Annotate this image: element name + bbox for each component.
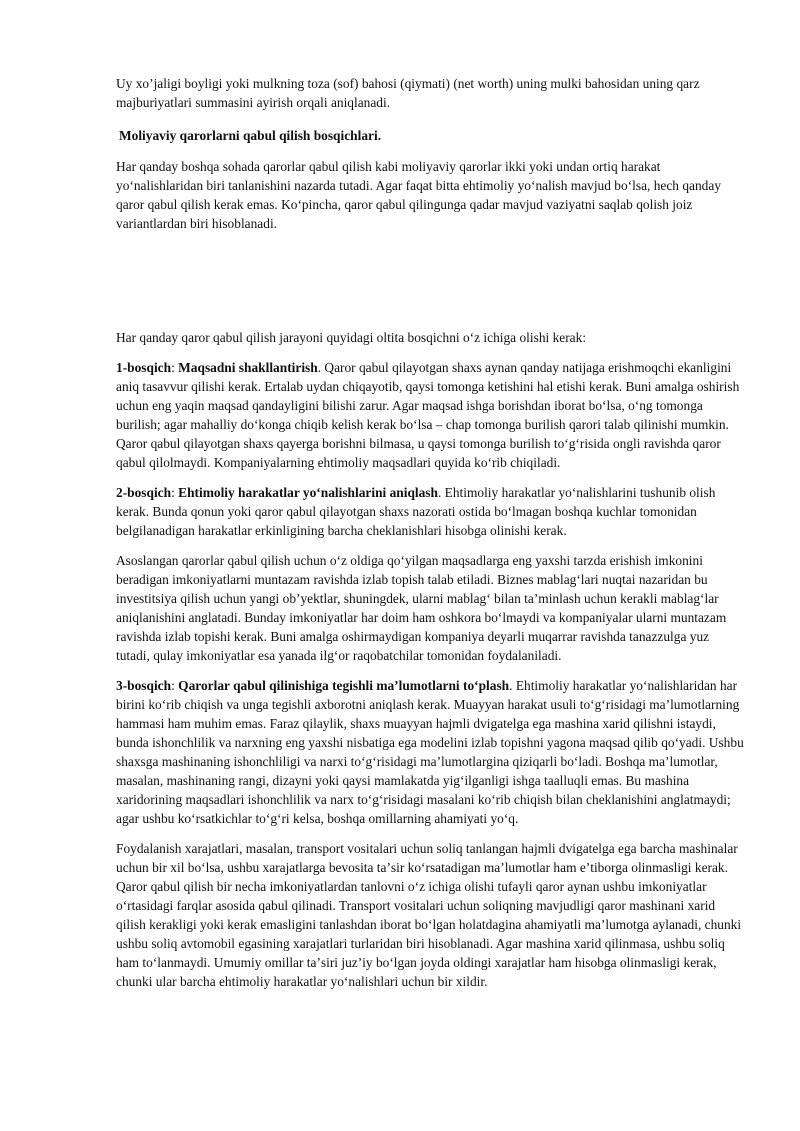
step-3-number: 3-bosqich [116,678,172,693]
step-2-title: Ehtimoliy harakatlar yoʻnalishlarini aniqlash [178,485,438,500]
step-1-number: 1-bosqich [116,360,172,375]
paragraph-step-2 [116,483,744,540]
step-2-number: 2-bosqich [116,485,172,500]
step-3-title: Qarorlar qabul qilinishiga tegishli maʼlumotlarni toʻplash [178,678,510,693]
step-3-text: . Ehtimoliy harakatlar yoʻnalishlaridan har birini koʻrib chiqish va unga tegishli axborotni aniqlash kerak. Muayyan harakat usuli toʻgʻrisidagi maʼlumotlarning hammasi ham muhim emas. Faraz qilaylik, shaxs muayyan hajmli dvigatelga ega mashina xarid qilishni istaydi, bunda ishonchlilik va narxning eng yaxshi nisbatiga ega modelini izlab topishni yagona maqsad qilib qoʻyadi. Ushbu shaxsga mashinaning ishonchliligi va narxi toʻgʻrisidagi maʼlumotlargina qiziqarli boʻladi. Boshqa maʼlumotlar, masalan, mashinaning rangi, dizayni yoki qaysi mamlakatda yigʻilganligi ishga taalluqli emas. Bu mashina xaridorining maqsadlari ishonchlilik va narx toʻgʻrisidagi masalani koʻrib chiqish bilan cheklanishini anglatmaydi; agar ushbu koʻrsatkichlar toʻgʻri kelsa, boshqa omillarning ahamiyati yoʻq. [116,678,744,826]
blank-space [116,244,744,328]
paragraph-net-worth: Uy xo’jaligi boyligi yoki mulkning toza (sof) bahosi (qiymati) (net worth) uning mulki bahosidan uning qarz majburiyatlari summasini ayirish orqali aniqlanadi. [116,76,700,110]
paragraph-decisions-intro: Har qanday boshqa sohada qarorlar qabul qilish kabi moliyaviy qarorlar ikki yoki undan ortiq harakat yoʻnalishlaridan biri tanlanishini nazarda tutadi. Agar faqat bitta ehtimoliy yoʻnalish mavjud boʻlsa, hech qanday qaror qabul qilish kerak emas. Koʻpincha, qaror qabul qilingunga qadar mavjud vaziyatni saqlab qolish joiz variantlardan biri hisoblanadi. [116,159,722,231]
step-1-separator: : [171,360,179,375]
paragraph-opportunities: Asoslangan qarorlar qabul qilish uchun oʻz oldiga qoʻyilgan maqsadlarga eng yaxshi tarzda erishish imkonini beradigan imkoniyatlarni muntazam ravishda izlab topish talab etiladi. Biznes mablagʻlari nuqtai nazaridan bu investitsiya qilish uchun yangi obʼyektlar, shuningdek, ularni mablagʻ bilan taʼminlash uchun kerakli mablagʻlar aniqlanishini anglatadi. Bunday imkoniyatlar har doim ham oshkora boʻlmaydi va kompaniyalar ularni muntazam ravishda izlab topishi kerak. Buni amalga oshirmaydigan kompaniya deyarli muqarrar ravishda tanazzulga yuz tutadi, qulay imkoniyatlar esa yanada ilgʻor raqobatchilar tomonidan foydalaniladi. [116,553,727,663]
step-1-title: Maqsadni shakllantirish [178,360,318,375]
section-heading: Moliyaviy qarorlarni qabul qilish bosqichlari. [119,128,382,143]
step-2-text: . Ehtimoliy harakatlar yoʻnalishlarini tushunib olish kerak. Bunda qonun yoki qaror qabul qilayotgan shaxs nazorati ostida boʻlmagan boshqa kuchlar tomonidan belgilanadigan harakatlar erkinligining barcha cheklanishlari hisobga olinishi kerak. [116,485,716,538]
step-2-separator: : [171,485,179,500]
step-1-text: . Qaror qabul qilayotgan shaxs aynan qanday natijaga erishmoqchi ekanligini aniq tasavvur qilishi kerak. Ertalab uydan chiqayotib, qaysi tomonga ketishini hal etishi kerak. Buni amalga oshirish uchun eng yaqin maqsad qandayligini bilishi zarur. Agar maqsad ishga borishdan iborat boʻlsa, oʻng tomonga burilish; agar mahalliy doʻkonga chiqib kelish kerak boʻlsa – chap tomonga burilish qarori talab qilinishi mumkin. Qaror qabul qilayotgan shaxs qayerga borishni bilmasa, u qaysi tomonga burilish toʻgʻrisida ongli ravishda qaror qabul qilolmaydi. Kompaniyalarning ehtimoliy maqsadlari quyida koʻrib chiqiladi. [116,360,740,470]
step-3-separator: : [171,678,179,693]
paragraph-usage-costs: Foydalanish xarajatlari, masalan, transport vositalari uchun soliq tanlangan hajmli dvigatelga ega barcha mashinalar uchun bir xil boʻlsa, ushbu xarajatlarga bevosita taʼsir koʻrsatadigan maʼlumotlar ham eʼtiborga olinmasligi kerak. Qaror qabul qilish bir necha imkoniyatlardan tanlovni oʻz ichiga olishi tufayli qaror aynan ushbu imkoniyatlar oʻrtasidagi farqlar asosida qabul qilinadi. Transport vositalari uchun soliqning mavjudligi qaror mashinani xarid qilish kerakligi yoki kerak emasligini tanlashdan iborat boʻlgan holatdagina ahamiyatli maʼlumotga aylanadi, chunki ushbu soliq avtomobil egasining xarajatlari turlaridan biri hisoblanadi. Agar mashina xarid qilinmasa, ushbu soliq ham toʻlanmaydi. Umumiy omillar taʼsiri juzʼiy boʻlgan joyda oldingi xarajatlar ham hisobga olinmasligi kerak, chunki ular barcha ehtimoliy harakatlar yoʻnalishlari uchun bir xildir. [116,841,742,989]
paragraph-step-1 [116,358,744,472]
paragraph-six-stages: Har qanday qaror qabul qilish jarayoni quyidagi oltita bosqichni oʻz ichiga olishi kerak: [116,330,587,345]
paragraph-step-3 [116,676,744,828]
